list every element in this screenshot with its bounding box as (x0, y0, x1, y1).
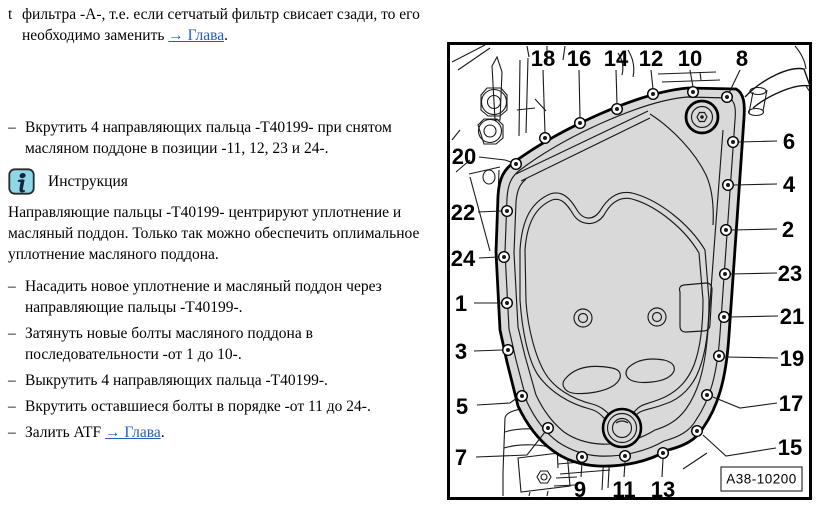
figure-id-text: A38-10200 (726, 471, 797, 487)
info-icon (8, 168, 35, 195)
callout-20: 20 (451, 144, 477, 169)
callout-23: 23 (777, 261, 803, 286)
intro-paragraph (8, 4, 444, 46)
step-remove-pins (8, 370, 444, 391)
fill-atf-text: Залить ATF (25, 424, 102, 441)
instruction-text-column (8, 4, 444, 448)
callout-3: 3 (454, 339, 468, 364)
step-text: Вкрутить оставшиеся болты в порядке -от 11 до 24-. (25, 398, 371, 415)
oil-pan-body (496, 88, 744, 466)
step-tighten-bolts (8, 323, 444, 365)
callout-13: 13 (650, 477, 676, 497)
callout-15: 15 (777, 435, 803, 460)
chapter-link[interactable]: → Глава (104, 424, 161, 441)
step-text (25, 422, 444, 443)
callout-17: 17 (778, 391, 804, 416)
callout-11: 11 (612, 477, 636, 497)
callout-24: 24 (450, 246, 476, 271)
callout-7: 7 (454, 445, 468, 470)
step-remaining-bolts (8, 396, 444, 417)
step-guide-pins (8, 117, 444, 159)
dash-marker: – (8, 119, 16, 136)
dash-marker: – (8, 424, 16, 441)
step-text: Затянуть новые болты масляного поддона в последовательности -от 1 до 10-. (25, 325, 313, 363)
note-body: Направляющие пальцы -Т40199- центрируют уплотнение и масляный поддон. Только так можно обеспечить оплимальное уплотнение масляного поддона. (8, 204, 420, 263)
step-text: Насадить новое уплотнение и масляный поддон через направляющие пальцы -Т40199-. (25, 278, 382, 316)
callout-19: 19 (779, 346, 805, 371)
period: . (224, 27, 228, 44)
dash-marker: – (8, 398, 16, 415)
figure-id-label (721, 467, 802, 491)
filler-plug (686, 101, 718, 133)
callout-16: 16 (566, 46, 592, 71)
callout-22: 22 (450, 200, 476, 225)
step-text: Выкрутить 4 направляющих пальца -Т40199-. (25, 372, 328, 389)
step-text: Вкрутить 4 направляющих пальца -Т40199- при снятом масляном поддоне в позиции -11, 12, 23 и 24-. (25, 119, 392, 157)
callout-10: 10 (677, 46, 703, 71)
dash-marker: – (8, 278, 16, 295)
oil-pan-drawing (450, 45, 809, 497)
callout-21: 21 (779, 304, 805, 329)
chapter-link[interactable]: → Глава (168, 27, 225, 44)
callout-4: 4 (782, 172, 796, 197)
info-note-header (8, 168, 444, 195)
step-fill-atf (8, 422, 444, 443)
callout-18: 18 (530, 46, 556, 71)
info-note-title: Инструкция (48, 173, 128, 190)
drain-plug (603, 409, 641, 447)
callout-9: 9 (573, 477, 587, 497)
list-marker: t (8, 6, 13, 23)
callout-2: 2 (781, 217, 795, 242)
callout-12: 12 (638, 46, 664, 71)
callout-14: 14 (603, 46, 629, 71)
callout-5: 5 (455, 394, 469, 419)
dash-marker: – (8, 372, 16, 389)
callout-1: 1 (454, 291, 468, 316)
step-seat-pan (8, 276, 444, 318)
callout-6: 6 (782, 129, 796, 154)
dash-marker: – (8, 325, 16, 342)
figure-oil-pan-diagram (447, 42, 812, 500)
intro-text-run: фильтра -А-, т.е. если сетчатый фильтр свисает сзади, то его необходимо заменить (22, 6, 420, 44)
period: . (160, 424, 165, 441)
callout-8: 8 (735, 46, 749, 71)
intro-text (22, 4, 444, 46)
